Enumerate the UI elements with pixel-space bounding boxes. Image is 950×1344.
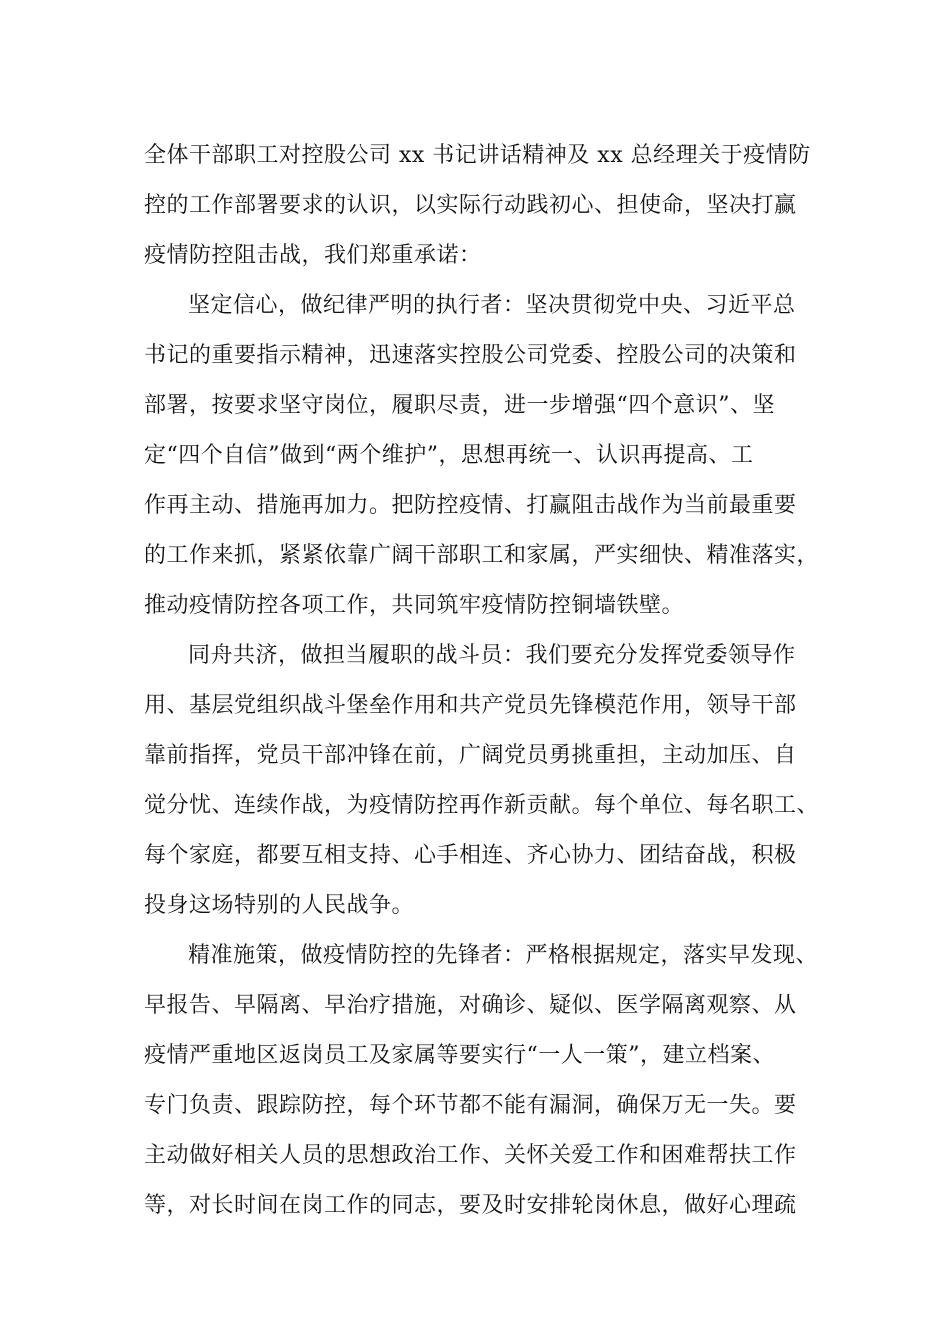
text-line: 等，对长时间在岗工作的同志，要及时安排轮岗休息，做好心理疏: [144, 1193, 797, 1218]
text-line: 推动疫情防控各项工作，共同筑牢疫情防控铜墙铁壁。: [144, 593, 685, 618]
document-body: [144, 131, 824, 1231]
text-line: 早报告、早隔离、早治疗措施，对确诊、疑似、医学隔离观察、从: [144, 993, 797, 1018]
text-line: 全体干部职工对控股公司 xx 书记讲话精神及 xx 总经理关于疫情防: [144, 143, 811, 168]
text-line: 靠前指挥，党员干部冲锋在前，广阔党员勇挑重担，主动加压、自: [144, 743, 797, 768]
text-line: 部署，按要求坚守岗位，履职尽责，进一步增强“四个意识”、坚: [144, 393, 775, 418]
paragraph-2: [144, 281, 824, 631]
text-line: 精准施策，做疫情防控的先锋者：严格根据规定，落实早发现、: [188, 943, 819, 968]
text-line: 坚定信心，做纪律严明的执行者：坚决贯彻党中央、习近平总: [188, 293, 796, 318]
text-line: 的工作来抓，紧紧依靠广阔干部职工和家属，严实细快、精准落实，: [144, 543, 820, 568]
text-line: 专门负责、跟踪防控，每个环节都不能有漏洞，确保万无一失。要: [144, 1093, 797, 1118]
text-line: 同舟共济，做担当履职的战斗员：我们要充分发挥党委领导作: [188, 643, 796, 668]
text-line: 疫情防控阻击战，我们郑重承诺：: [144, 243, 482, 268]
text-line: 投身这场特别的人民战争。: [144, 893, 415, 918]
paragraph-1: [144, 131, 824, 281]
text-line: 疫情严重地区返岗员工及家属等要实行“一人一策”，建立档案、: [144, 1043, 775, 1068]
text-line: 觉分忧、连续作战，为疫情防控再作新贡献。每个单位、每名职工、: [144, 793, 820, 818]
text-line: 每个家庭，都要互相支持、心手相连、齐心协力、团结奋战，积极: [144, 843, 797, 868]
text-line: 主动做好相关人员的思想政治工作、关怀关爱工作和困难帮扶工作: [144, 1143, 797, 1168]
text-line: 定“四个自信”做到“两个维护”，思想再统一、认识再提高、工: [144, 443, 754, 468]
text-line: 书记的重要指示精神，迅速落实控股公司党委、控股公司的决策和: [144, 343, 797, 368]
paragraph-4: [144, 931, 824, 1231]
text-line: 用、基层党组织战斗堡垒作用和共产党员先锋模范作用，领导干部: [144, 693, 797, 718]
text-line: 作再主动、措施再加力。把防控疫情、打赢阻击战作为当前最重要: [144, 493, 797, 518]
paragraph-3: [144, 631, 824, 931]
text-line: 控的工作部署要求的认识，以实际行动践初心、担使命，坚决打赢: [144, 193, 797, 218]
